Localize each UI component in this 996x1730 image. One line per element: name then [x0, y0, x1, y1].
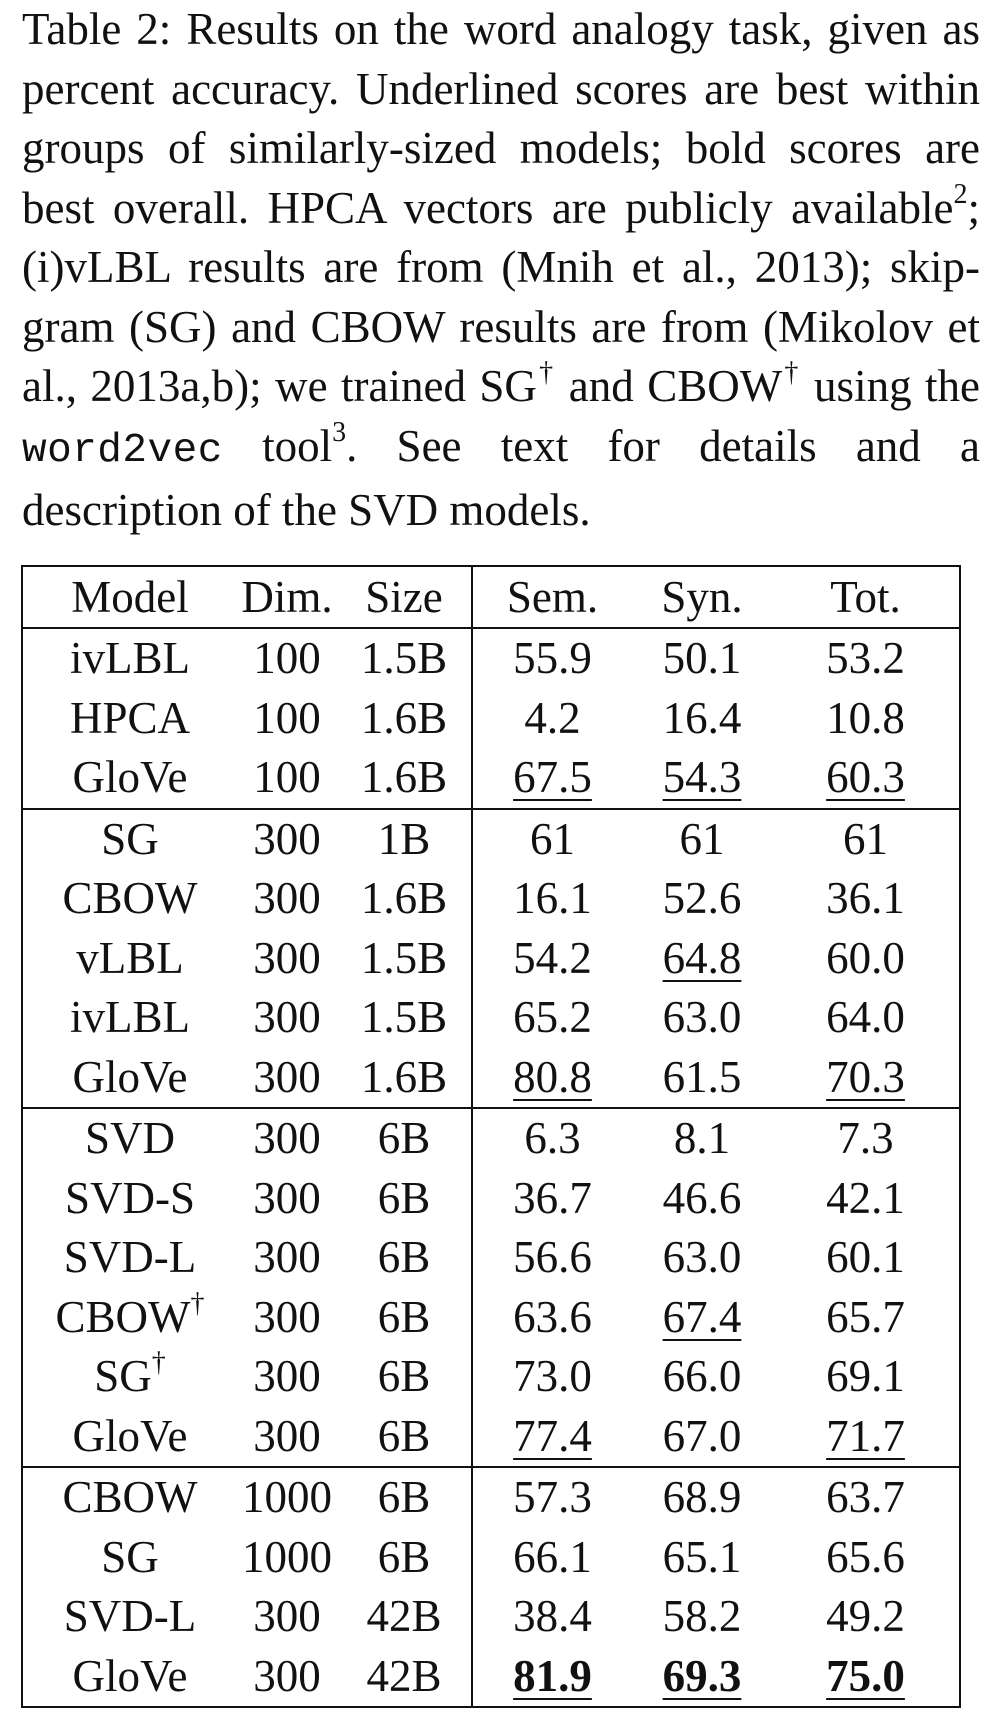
header-size: Size	[365, 571, 443, 622]
header-sem: Sem.	[472, 566, 632, 628]
cell-value: 60.1	[826, 1232, 905, 1283]
model-name: GloVe	[72, 752, 188, 803]
cell-sem	[472, 1108, 632, 1169]
cell-value: 68.9	[662, 1472, 742, 1523]
table-row	[22, 1228, 960, 1288]
cell-value: 70.3	[826, 1051, 905, 1102]
cell-value: 6B	[377, 1410, 431, 1461]
cell-size	[337, 1407, 472, 1468]
cell-value: 64.0	[826, 992, 905, 1043]
caption-part: and CBOW	[555, 361, 783, 411]
cell-sem	[472, 1228, 632, 1288]
cell-value: 300	[253, 1113, 321, 1164]
caption-part: ; (i)vLBL results are from (Mnih et al., 2013); skip-gram (SG) and CBOW results are from (Mikolov et al., 2013a,b); we trained SG	[22, 182, 980, 411]
cell-value: 65.2	[513, 992, 592, 1043]
cell-value: 63.6	[513, 1291, 592, 1342]
table-row	[22, 1407, 960, 1468]
cell-model	[22, 869, 237, 929]
cell-value: 300	[253, 1291, 321, 1342]
cell-sem	[472, 1048, 632, 1109]
cell-value: 66.1	[513, 1531, 592, 1582]
cell-value: 69.1	[826, 1351, 905, 1402]
dagger-marker: †	[782, 357, 801, 388]
cell-tot	[772, 809, 960, 870]
table-row	[22, 628, 960, 689]
dagger-marker: †	[151, 1347, 166, 1379]
cell-value: 6B	[377, 1113, 431, 1164]
cell-size	[337, 1288, 472, 1348]
model-name: CBOW	[55, 1291, 191, 1342]
cell-value: 65.7	[826, 1291, 905, 1342]
cell-tot	[772, 988, 960, 1048]
model-name: SG	[101, 1531, 159, 1582]
cell-value: 38.4	[513, 1591, 592, 1642]
cell-tot	[772, 1407, 960, 1468]
cell-value: 77.4	[513, 1410, 592, 1461]
cell-syn	[632, 1407, 772, 1468]
cell-value: 1000	[242, 1531, 332, 1582]
cell-sem	[472, 1647, 632, 1708]
cell-syn	[632, 869, 772, 929]
caption-part: tool	[222, 420, 333, 471]
table-row	[22, 869, 960, 929]
cell-sem	[472, 988, 632, 1048]
cell-model	[22, 689, 237, 749]
cell-syn	[632, 628, 772, 689]
cell-dim	[237, 1347, 337, 1407]
cell-sem	[472, 1288, 632, 1348]
cell-model	[22, 1587, 237, 1647]
cell-value: 67.5	[513, 752, 592, 803]
cell-sem	[472, 628, 632, 689]
cell-syn	[632, 1288, 772, 1348]
cell-tot	[772, 929, 960, 989]
cell-tot	[772, 869, 960, 929]
cell-value: 6B	[377, 1291, 431, 1342]
caption-part: using the	[800, 361, 980, 411]
cell-value: 52.6	[662, 873, 742, 924]
cell-tot	[772, 1048, 960, 1109]
cell-size	[337, 809, 472, 870]
cell-syn	[632, 689, 772, 749]
model-name: SVD-L	[63, 1591, 197, 1642]
cell-value: 60.0	[826, 932, 905, 983]
cell-syn	[632, 1347, 772, 1407]
cell-value: 300	[253, 1051, 321, 1102]
cell-sem	[472, 1467, 632, 1528]
cell-value: 53.2	[826, 633, 905, 684]
dagger-marker: †	[190, 1287, 205, 1319]
cell-model	[22, 988, 237, 1048]
cell-size	[337, 1228, 472, 1288]
cell-dim	[237, 1169, 337, 1229]
cell-tot	[772, 1288, 960, 1348]
model-name: GloVe	[72, 1410, 188, 1461]
cell-value: 73.0	[513, 1351, 592, 1402]
cell-tot	[772, 1587, 960, 1647]
cell-value: 71.7	[826, 1410, 905, 1461]
cell-value: 300	[253, 1410, 321, 1461]
table-row	[22, 1347, 960, 1407]
cell-sem	[472, 1347, 632, 1407]
cell-syn	[632, 809, 772, 870]
table-row	[22, 1467, 960, 1528]
model-name: HPCA	[69, 692, 191, 743]
cell-value: 36.1	[826, 873, 905, 924]
cell-value: 300	[253, 1351, 321, 1402]
cell-dim	[237, 869, 337, 929]
cell-sem	[472, 748, 632, 809]
cell-syn	[632, 929, 772, 989]
cell-model	[22, 1647, 237, 1708]
cell-value: 300	[253, 1232, 321, 1283]
cell-size	[337, 1528, 472, 1588]
cell-dim	[237, 1108, 337, 1169]
cell-value: 1.6B	[360, 873, 448, 924]
cell-value: 65.1	[662, 1531, 742, 1582]
cell-dim	[237, 1528, 337, 1588]
footnote-marker: 3	[332, 416, 347, 448]
cell-syn	[632, 748, 772, 809]
cell-model	[22, 1169, 237, 1229]
model-name: ivLBL	[70, 633, 190, 684]
cell-value: 16.4	[662, 692, 742, 743]
cell-value: 65.6	[826, 1531, 905, 1582]
cell-value: 67.0	[662, 1410, 742, 1461]
cell-tot	[772, 1347, 960, 1407]
cell-tot	[772, 1169, 960, 1229]
table-row	[22, 689, 960, 749]
table-body	[22, 566, 960, 1707]
cell-value: 42B	[366, 1650, 442, 1701]
table-row	[22, 1048, 960, 1109]
cell-model	[22, 809, 237, 870]
header-tot: Tot.	[830, 571, 901, 622]
cell-tot	[772, 1647, 960, 1708]
cell-dim	[237, 1587, 337, 1647]
cell-value: 58.2	[662, 1591, 742, 1642]
cell-syn	[632, 1467, 772, 1528]
cell-syn	[632, 1048, 772, 1109]
cell-size	[337, 1347, 472, 1407]
cell-value: 57.3	[513, 1472, 592, 1523]
cell-dim	[237, 929, 337, 989]
cell-value: 6B	[377, 1531, 431, 1582]
cell-value: 6B	[377, 1472, 431, 1523]
cell-syn	[632, 1647, 772, 1708]
model-name: GloVe	[72, 1650, 188, 1701]
cell-model	[22, 1228, 237, 1288]
cell-value: 69.3	[662, 1650, 742, 1701]
cell-size	[337, 1467, 472, 1528]
cell-value: 63.7	[826, 1472, 905, 1523]
cell-value: 100	[253, 633, 321, 684]
cell-value: 300	[253, 1650, 321, 1701]
table-row	[22, 988, 960, 1048]
tool-name: word2vec	[22, 427, 223, 474]
cell-value: 63.0	[662, 1232, 742, 1283]
cell-dim	[237, 748, 337, 809]
cell-value: 61	[679, 813, 725, 864]
model-name: SVD	[84, 1113, 176, 1164]
cell-sem	[472, 1587, 632, 1647]
cell-tot	[772, 689, 960, 749]
cell-value: 60.3	[826, 752, 905, 803]
cell-dim	[237, 1048, 337, 1109]
cell-tot	[772, 628, 960, 689]
cell-syn	[632, 988, 772, 1048]
cell-tot	[772, 1108, 960, 1169]
header-model: Model	[71, 571, 189, 622]
cell-sem	[472, 689, 632, 749]
model-name: CBOW	[62, 873, 198, 924]
cell-model	[22, 628, 237, 689]
caption-part: Table 2: Results on the word analogy task, given as percent accuracy. Underlined scores are best within groups of similarly-sized models; bold scores are best overall. HPCA vectors are publicly available	[22, 4, 980, 233]
cell-size	[337, 929, 472, 989]
table-caption	[22, 0, 980, 541]
cell-value: 67.4	[662, 1291, 742, 1342]
cell-value: 6.3	[524, 1113, 581, 1164]
cell-sem	[472, 929, 632, 989]
caption-part: . See text for details and a description of the SVD models.	[22, 420, 980, 535]
cell-value: 6B	[377, 1172, 431, 1223]
cell-value: 10.8	[826, 692, 905, 743]
table-row	[22, 1288, 960, 1348]
cell-dim	[237, 1288, 337, 1348]
cell-value: 50.1	[662, 633, 742, 684]
cell-value: 300	[253, 813, 321, 864]
cell-syn	[632, 1587, 772, 1647]
cell-value: 54.3	[662, 752, 742, 803]
cell-model	[22, 1108, 237, 1169]
cell-value: 61	[530, 813, 575, 864]
cell-dim	[237, 1467, 337, 1528]
cell-syn	[632, 1228, 772, 1288]
table-row	[22, 809, 960, 870]
cell-dim	[237, 1228, 337, 1288]
cell-size	[337, 869, 472, 929]
cell-value: 1000	[242, 1472, 332, 1523]
cell-value: 300	[253, 932, 321, 983]
cell-dim	[237, 628, 337, 689]
cell-value: 1.6B	[360, 1051, 448, 1102]
cell-syn	[632, 1528, 772, 1588]
cell-dim	[237, 1647, 337, 1708]
table-row	[22, 929, 960, 989]
cell-value: 75.0	[826, 1650, 905, 1701]
cell-model	[22, 929, 237, 989]
cell-model	[22, 1467, 237, 1528]
cell-value: 81.9	[513, 1650, 592, 1701]
cell-model	[22, 748, 237, 809]
model-name: CBOW	[62, 1472, 198, 1523]
cell-dim	[237, 1407, 337, 1468]
cell-size	[337, 1048, 472, 1109]
cell-model	[22, 1048, 237, 1109]
model-name: vLBL	[76, 932, 184, 983]
cell-value: 46.6	[662, 1172, 742, 1223]
cell-value: 1.5B	[360, 932, 448, 983]
cell-value: 61.5	[662, 1051, 742, 1102]
table-header-row	[22, 566, 960, 628]
cell-size	[337, 1587, 472, 1647]
cell-model	[22, 1347, 237, 1407]
cell-value: 4.2	[524, 692, 581, 743]
cell-value: 42.1	[826, 1172, 905, 1223]
cell-dim	[237, 988, 337, 1048]
cell-value: 7.3	[837, 1113, 894, 1164]
cell-model	[22, 1528, 237, 1588]
cell-value: 36.7	[513, 1172, 592, 1223]
cell-value: 55.9	[513, 633, 592, 684]
model-name: SVD-L	[63, 1232, 197, 1283]
cell-value: 300	[253, 1172, 321, 1223]
cell-value: 56.6	[513, 1232, 592, 1283]
cell-value: 1.6B	[360, 752, 448, 803]
table-row	[22, 1108, 960, 1169]
model-name: GloVe	[72, 1051, 188, 1102]
cell-model	[22, 1288, 237, 1348]
cell-value: 300	[253, 873, 321, 924]
cell-value: 63.0	[662, 992, 742, 1043]
model-name: SVD-S	[64, 1172, 196, 1223]
cell-size	[337, 1169, 472, 1229]
cell-syn	[632, 1169, 772, 1229]
cell-sem	[472, 1407, 632, 1468]
cell-tot	[772, 1467, 960, 1528]
cell-value: 42B	[366, 1591, 442, 1642]
results-table	[21, 565, 961, 1708]
cell-tot	[772, 1528, 960, 1588]
cell-size	[337, 988, 472, 1048]
cell-value: 64.8	[662, 932, 742, 983]
model-name: SG	[101, 813, 159, 864]
cell-value: 1.5B	[360, 992, 448, 1043]
dagger-marker: †	[536, 357, 556, 388]
cell-value: 16.1	[513, 873, 592, 924]
cell-dim	[237, 809, 337, 870]
cell-value: 6B	[377, 1232, 431, 1283]
cell-value: 300	[253, 992, 321, 1043]
cell-value: 6B	[377, 1351, 431, 1402]
cell-size	[337, 1647, 472, 1708]
cell-syn	[632, 1108, 772, 1169]
cell-sem	[472, 1169, 632, 1229]
cell-model	[22, 1407, 237, 1468]
cell-size	[337, 1108, 472, 1169]
cell-value: 8.1	[673, 1113, 731, 1164]
cell-value: 1.6B	[360, 692, 448, 743]
table-row	[22, 1587, 960, 1647]
cell-sem	[472, 869, 632, 929]
cell-value: 66.0	[662, 1351, 742, 1402]
table-row	[22, 1528, 960, 1588]
cell-value: 100	[253, 752, 321, 803]
cell-value: 49.2	[826, 1591, 905, 1642]
header-syn: Syn.	[661, 571, 743, 622]
cell-value: 80.8	[513, 1051, 592, 1102]
table-row	[22, 1169, 960, 1229]
cell-value: 1B	[377, 813, 431, 864]
cell-value: 300	[253, 1591, 321, 1642]
cell-size	[337, 689, 472, 749]
footnote-marker: 2	[953, 178, 968, 210]
cell-tot	[772, 748, 960, 809]
cell-sem	[472, 809, 632, 870]
model-name: ivLBL	[70, 992, 190, 1043]
table-row	[22, 748, 960, 809]
cell-size	[337, 628, 472, 689]
cell-sem	[472, 1528, 632, 1588]
cell-value: 61	[843, 813, 888, 864]
cell-value: 54.2	[513, 932, 592, 983]
caption-text	[22, 0, 980, 541]
cell-tot	[772, 1228, 960, 1288]
table-row	[22, 1647, 960, 1708]
cell-size	[337, 748, 472, 809]
cell-value: 100	[253, 692, 321, 743]
cell-value: 1.5B	[360, 633, 448, 684]
model-name: SG	[94, 1351, 152, 1402]
cell-dim	[237, 689, 337, 749]
header-dim: Dim.	[241, 571, 333, 622]
